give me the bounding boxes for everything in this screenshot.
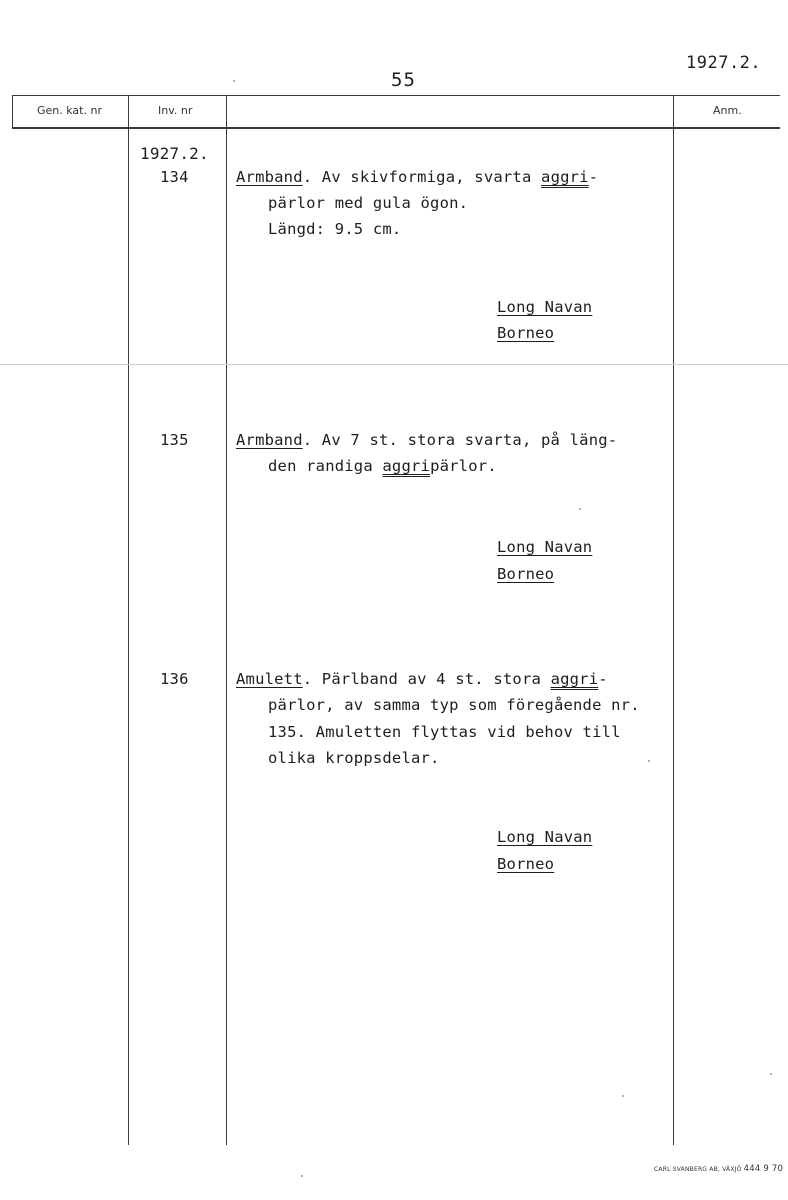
entry-region: Borneo	[497, 855, 555, 873]
entry-text: . Av 7 st. stora svarta, på läng-	[302, 431, 618, 449]
fold-line	[0, 364, 788, 365]
entry-title: Armband	[236, 431, 303, 449]
entry-place: Long Navan	[497, 538, 593, 556]
entry-term: aggri	[382, 457, 431, 475]
printer-name: CARL SVANBERG AB, VÄXJÖ	[654, 1166, 742, 1173]
entry-description-line: Längd: 9.5 cm.	[268, 220, 402, 238]
column-header-inv-nr: Inv. nr	[158, 104, 193, 117]
entry-place: Long Navan	[497, 298, 593, 316]
form-code: 444 9 70	[743, 1164, 784, 1174]
column-divider-inv-desc	[226, 95, 227, 1145]
paper-speck	[648, 760, 650, 762]
column-divider-desc-anm	[673, 95, 674, 1145]
entry-region: Borneo	[497, 324, 555, 342]
column-header-gen-kat-nr: Gen. kat. nr	[37, 104, 102, 117]
entry-text: . Av skivformiga, svarta	[302, 168, 542, 186]
entry-inv-number: 136	[160, 670, 189, 688]
paper-speck	[622, 1095, 624, 1097]
page-accession: 1927.2.	[686, 53, 762, 73]
paper-speck	[770, 1073, 772, 1075]
paper-speck	[301, 1175, 303, 1177]
entry-text: -	[598, 670, 608, 688]
paper-speck	[233, 80, 235, 82]
entry-place: Long Navan	[497, 828, 593, 846]
entry-description-line	[236, 670, 608, 688]
entry-description-line	[236, 431, 617, 449]
page-number: 55	[391, 69, 416, 91]
column-divider-left-edge	[12, 95, 13, 127]
entry-description-line	[236, 168, 598, 186]
entry-description-line: pärlor, av samma typ som föregående nr.	[268, 696, 640, 714]
entry-term: aggri	[541, 168, 589, 186]
entry-year: 1927.2.	[140, 144, 209, 163]
entry-title: Amulett	[236, 670, 303, 688]
entry-text: pärlor.	[430, 457, 497, 475]
entry-description-line	[268, 457, 497, 475]
entry-description-line: pärlor med gula ögon.	[268, 194, 469, 212]
entry-text: den randiga	[268, 457, 383, 475]
paper-speck	[579, 508, 581, 510]
entry-region: Borneo	[497, 565, 555, 583]
entry-inv-number: 135	[160, 431, 189, 449]
entry-description-line: olika kroppsdelar.	[268, 749, 440, 767]
column-divider-gen-inv	[128, 95, 129, 1145]
entry-text: -	[588, 168, 599, 186]
entry-description-line: 135. Amuletten flyttas vid behov till	[268, 723, 621, 741]
entry-title: Armband	[236, 168, 303, 186]
printer-footer	[654, 1164, 783, 1174]
entry-term: aggri	[550, 670, 599, 688]
entry-inv-number: 134	[160, 168, 189, 186]
entry-text: . Pärlband av 4 st. stora	[302, 670, 551, 688]
column-header-anm: Anm.	[713, 104, 742, 117]
